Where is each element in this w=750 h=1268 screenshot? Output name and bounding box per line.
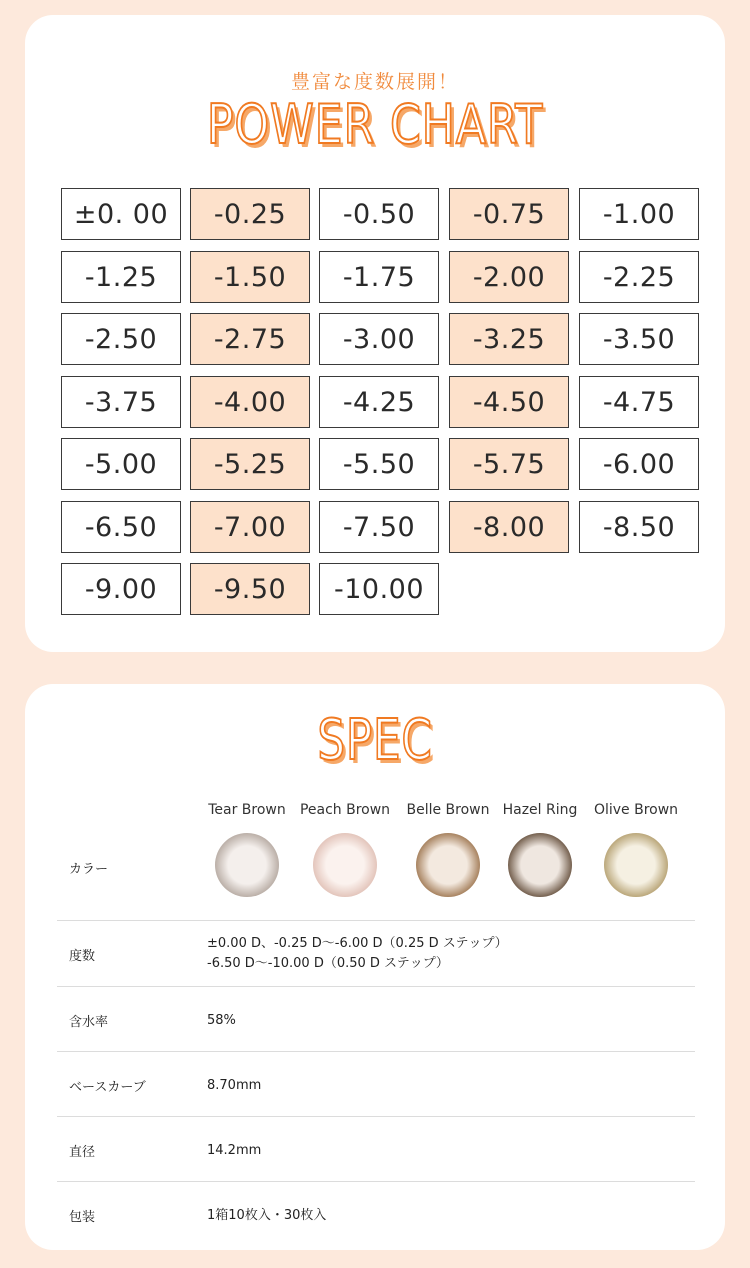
spec-value-base-curve: 8.70mm bbox=[207, 1078, 262, 1093]
spec-card bbox=[25, 684, 725, 1250]
spec-value-power bbox=[207, 934, 508, 974]
spec-label-package: 包装 bbox=[69, 1210, 96, 1225]
lens-swatch bbox=[313, 833, 377, 897]
power-cell: -5.75 bbox=[449, 438, 569, 490]
power-cell: -9.50 bbox=[190, 563, 310, 615]
power-cell: -1.75 bbox=[319, 251, 439, 303]
power-cell: -9.00 bbox=[61, 563, 181, 615]
power-cell: -3.25 bbox=[449, 313, 569, 365]
power-cell: -8.00 bbox=[449, 501, 569, 553]
spec-title: SPEC bbox=[317, 708, 433, 773]
power-cell: -5.00 bbox=[61, 438, 181, 490]
power-cell: -3.00 bbox=[319, 313, 439, 365]
spec-value-power-line2: -6.50 D～-10.00 D（0.50 D ステップ） bbox=[207, 956, 449, 971]
power-cell: -3.75 bbox=[61, 376, 181, 428]
lens-swatch bbox=[604, 833, 668, 897]
color-name: Olive Brown bbox=[593, 802, 679, 818]
power-cell: ±0. 00 bbox=[61, 188, 181, 240]
power-cell: -1.50 bbox=[190, 251, 310, 303]
spec-label-base-curve: ベースカーブ bbox=[69, 1080, 146, 1095]
spec-value-power-line1: ±0.00 D、-0.25 D～-6.00 D（0.25 D ステップ） bbox=[207, 936, 508, 951]
lens-swatch bbox=[215, 833, 279, 897]
power-cell: -6.50 bbox=[61, 501, 181, 553]
power-cell: -5.25 bbox=[190, 438, 310, 490]
lens-swatch bbox=[416, 833, 480, 897]
power-cell: -2.50 bbox=[61, 313, 181, 365]
spec-row-diameter bbox=[57, 1116, 695, 1182]
spec-row-package bbox=[57, 1181, 695, 1247]
spec-label-diameter: 直径 bbox=[69, 1145, 96, 1160]
color-name: Hazel Ring bbox=[502, 802, 578, 818]
power-cell: -4.50 bbox=[449, 376, 569, 428]
power-cell: -6.00 bbox=[579, 438, 699, 490]
power-cell: -0.75 bbox=[449, 188, 569, 240]
power-cell: -10.00 bbox=[319, 563, 439, 615]
power-cell: -2.25 bbox=[579, 251, 699, 303]
power-cell: -2.75 bbox=[190, 313, 310, 365]
power-cell: -0.25 bbox=[190, 188, 310, 240]
power-cell: -3.50 bbox=[579, 313, 699, 365]
spec-label-color: カラー bbox=[69, 862, 109, 877]
power-cell: -7.50 bbox=[319, 501, 439, 553]
power-cell: -5.50 bbox=[319, 438, 439, 490]
power-cell: -7.00 bbox=[190, 501, 310, 553]
power-cell: -1.00 bbox=[579, 188, 699, 240]
power-cell: -4.75 bbox=[579, 376, 699, 428]
spec-label-power: 度数 bbox=[69, 949, 96, 964]
spec-value-water: 58% bbox=[207, 1013, 236, 1028]
spec-row-base-curve bbox=[57, 1051, 695, 1117]
power-chart-card bbox=[25, 15, 725, 652]
power-chart-subtitle: 豊富な度数展開！ bbox=[290, 71, 459, 93]
power-cell: -4.25 bbox=[319, 376, 439, 428]
spec-value-package: 1箱10枚入・30枚入 bbox=[207, 1208, 327, 1223]
power-chart-title: POWER CHART bbox=[206, 93, 544, 156]
spec-value-diameter: 14.2mm bbox=[207, 1143, 262, 1158]
spec-row-power bbox=[57, 920, 695, 987]
power-cell: -1.25 bbox=[61, 251, 181, 303]
lens-swatch bbox=[508, 833, 572, 897]
power-cell: -4.00 bbox=[190, 376, 310, 428]
color-name: Peach Brown bbox=[299, 802, 391, 818]
power-cell: -8.50 bbox=[579, 501, 699, 553]
power-cell: -2.00 bbox=[449, 251, 569, 303]
power-cell: -0.50 bbox=[319, 188, 439, 240]
spec-row-water bbox=[57, 986, 695, 1052]
color-name: Tear Brown bbox=[208, 802, 286, 818]
spec-label-water: 含水率 bbox=[69, 1015, 109, 1030]
color-names-row bbox=[205, 802, 695, 824]
color-name: Belle Brown bbox=[406, 802, 490, 818]
